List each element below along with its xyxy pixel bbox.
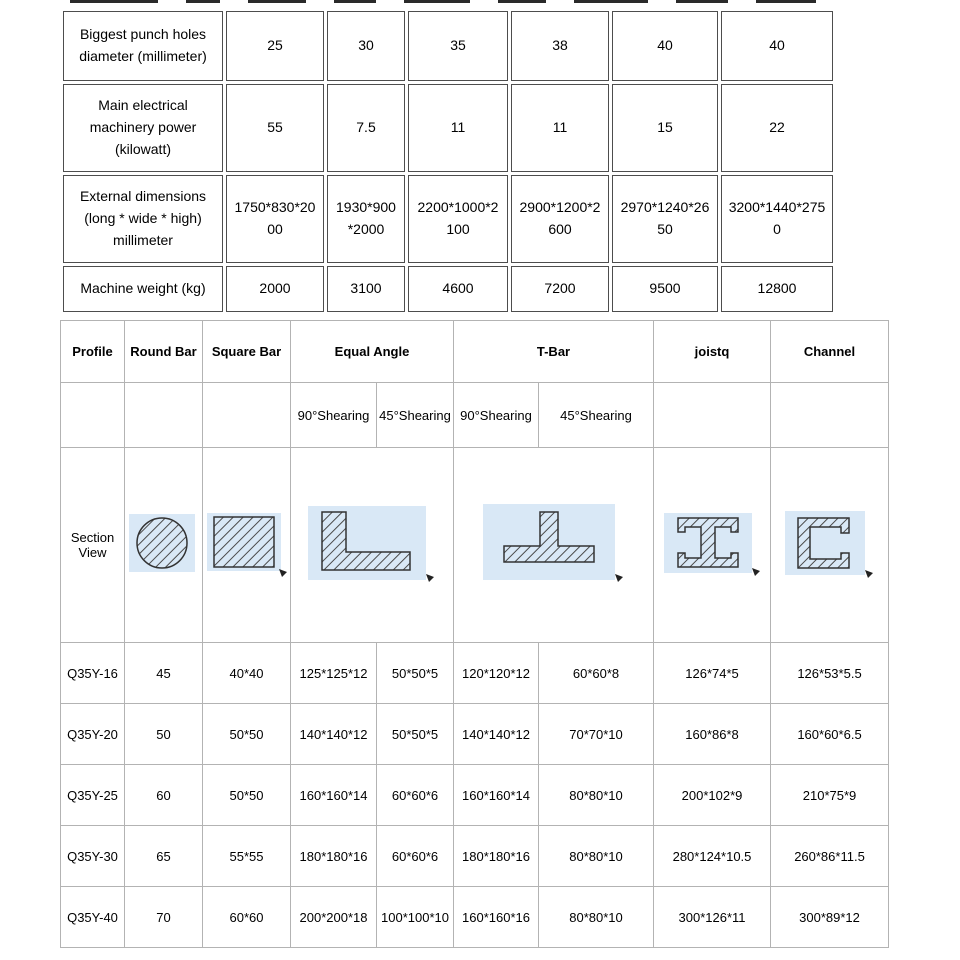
value-cell: 200*102*9	[654, 765, 771, 826]
empty-cell	[61, 383, 125, 448]
subheader-tb-45: 45°Shearing	[539, 383, 654, 448]
spec-value: 4600	[408, 266, 508, 312]
profile-row-q35y-16	[61, 643, 889, 704]
value-cell: 260*86*11.5	[771, 826, 889, 887]
spec-value: 2900*1200*2600	[511, 175, 609, 263]
spec-row-power	[63, 84, 833, 172]
value-cell: 55*55	[203, 826, 291, 887]
spec-row-dimensions	[63, 175, 833, 263]
spec-value: 7200	[511, 266, 609, 312]
value-cell: 60*60*6	[377, 765, 454, 826]
spec-value: 22	[721, 84, 833, 172]
header-channel: Channel	[771, 321, 889, 383]
square-bar-section-icon	[207, 513, 287, 577]
profile-row-q35y-40	[61, 887, 889, 948]
square-bar-section	[203, 448, 291, 643]
spec-value: 1930*900*2000	[327, 175, 405, 263]
value-cell: 80*80*10	[539, 826, 654, 887]
empty-cell	[654, 383, 771, 448]
equal-angle-section	[291, 448, 454, 643]
value-cell: 280*124*10.5	[654, 826, 771, 887]
spec-value: 40	[612, 11, 718, 81]
spec-value: 11	[408, 84, 508, 172]
round-bar-section-icon	[129, 514, 199, 576]
value-cell: 40*40	[203, 643, 291, 704]
subheader-ea-90: 90°Shearing	[291, 383, 377, 448]
value-cell: 200*200*18	[291, 887, 377, 948]
spec-table	[60, 8, 836, 315]
empty-cell	[125, 383, 203, 448]
spec-value: 25	[226, 11, 324, 81]
value-cell: 60*60	[203, 887, 291, 948]
channel-section	[771, 448, 889, 643]
value-cell: 60	[125, 765, 203, 826]
header-square-bar: Square Bar	[203, 321, 291, 383]
section-view-label: Section View	[61, 448, 125, 643]
value-cell: 50*50*5	[377, 704, 454, 765]
round-bar-section	[125, 448, 203, 643]
spec-label: Biggest punch holes diameter (millimeter)	[63, 11, 223, 81]
spec-label: Main electrical machinery power (kilowatt)	[63, 84, 223, 172]
channel-section-icon	[785, 511, 875, 579]
header-joist: joistq	[654, 321, 771, 383]
profile-row-q35y-20	[61, 704, 889, 765]
value-cell: 125*125*12	[291, 643, 377, 704]
header-profile: Profile	[61, 321, 125, 383]
value-cell: 126*74*5	[654, 643, 771, 704]
model-cell: Q35Y-20	[61, 704, 125, 765]
value-cell: 50*50*5	[377, 643, 454, 704]
value-cell: 60*60*8	[539, 643, 654, 704]
value-cell: 160*160*14	[454, 765, 539, 826]
value-cell: 65	[125, 826, 203, 887]
spec-value: 7.5	[327, 84, 405, 172]
value-cell: 180*180*16	[291, 826, 377, 887]
value-cell: 80*80*10	[539, 887, 654, 948]
clipped-text-fragments	[70, 0, 840, 6]
value-cell: 180*180*16	[454, 826, 539, 887]
profile-subheader-row	[61, 383, 889, 448]
spec-value: 35	[408, 11, 508, 81]
header-t-bar: T-Bar	[454, 321, 654, 383]
spec-value: 1750*830*2000	[226, 175, 324, 263]
profile-header-row	[61, 321, 889, 383]
spec-value: 3100	[327, 266, 405, 312]
value-cell: 126*53*5.5	[771, 643, 889, 704]
value-cell: 45	[125, 643, 203, 704]
spec-value: 3200*1440*2750	[721, 175, 833, 263]
value-cell: 80*80*10	[539, 765, 654, 826]
spec-value: 2970*1240*2650	[612, 175, 718, 263]
t-bar-section-icon	[483, 504, 625, 586]
profile-row-q35y-25	[61, 765, 889, 826]
model-cell: Q35Y-30	[61, 826, 125, 887]
subheader-ea-45: 45°Shearing	[377, 383, 454, 448]
header-equal-angle: Equal Angle	[291, 321, 454, 383]
spec-value: 55	[226, 84, 324, 172]
t-bar-section	[454, 448, 654, 643]
spec-row-weight	[63, 266, 833, 312]
spec-row-punch-holes	[63, 11, 833, 81]
value-cell: 50*50	[203, 765, 291, 826]
equal-angle-section-icon	[308, 506, 436, 584]
value-cell: 140*140*12	[291, 704, 377, 765]
spec-value: 15	[612, 84, 718, 172]
spec-value: 9500	[612, 266, 718, 312]
value-cell: 160*160*14	[291, 765, 377, 826]
model-cell: Q35Y-25	[61, 765, 125, 826]
spec-value: 2000	[226, 266, 324, 312]
spec-value: 12800	[721, 266, 833, 312]
joist-section	[654, 448, 771, 643]
profile-row-q35y-30	[61, 826, 889, 887]
empty-cell	[771, 383, 889, 448]
section-view-row	[61, 448, 889, 643]
value-cell: 120*120*12	[454, 643, 539, 704]
value-cell: 50*50	[203, 704, 291, 765]
header-round-bar: Round Bar	[125, 321, 203, 383]
spec-value: 40	[721, 11, 833, 81]
spec-value: 11	[511, 84, 609, 172]
value-cell: 160*86*8	[654, 704, 771, 765]
value-cell: 140*140*12	[454, 704, 539, 765]
value-cell: 100*100*10	[377, 887, 454, 948]
profile-table	[60, 320, 889, 948]
value-cell: 50	[125, 704, 203, 765]
value-cell: 160*160*16	[454, 887, 539, 948]
spec-value: 38	[511, 11, 609, 81]
model-cell: Q35Y-16	[61, 643, 125, 704]
value-cell: 70	[125, 887, 203, 948]
spec-value: 30	[327, 11, 405, 81]
value-cell: 60*60*6	[377, 826, 454, 887]
value-cell: 160*60*6.5	[771, 704, 889, 765]
value-cell: 70*70*10	[539, 704, 654, 765]
spec-value: 2200*1000*2100	[408, 175, 508, 263]
spec-label: Machine weight (kg)	[63, 266, 223, 312]
value-cell: 300*89*12	[771, 887, 889, 948]
empty-cell	[203, 383, 291, 448]
subheader-tb-90: 90°Shearing	[454, 383, 539, 448]
value-cell: 210*75*9	[771, 765, 889, 826]
joist-section-icon	[664, 513, 760, 577]
value-cell: 300*126*11	[654, 887, 771, 948]
spec-label: External dimensions (long * wide * high) millimeter	[63, 175, 223, 263]
model-cell: Q35Y-40	[61, 887, 125, 948]
